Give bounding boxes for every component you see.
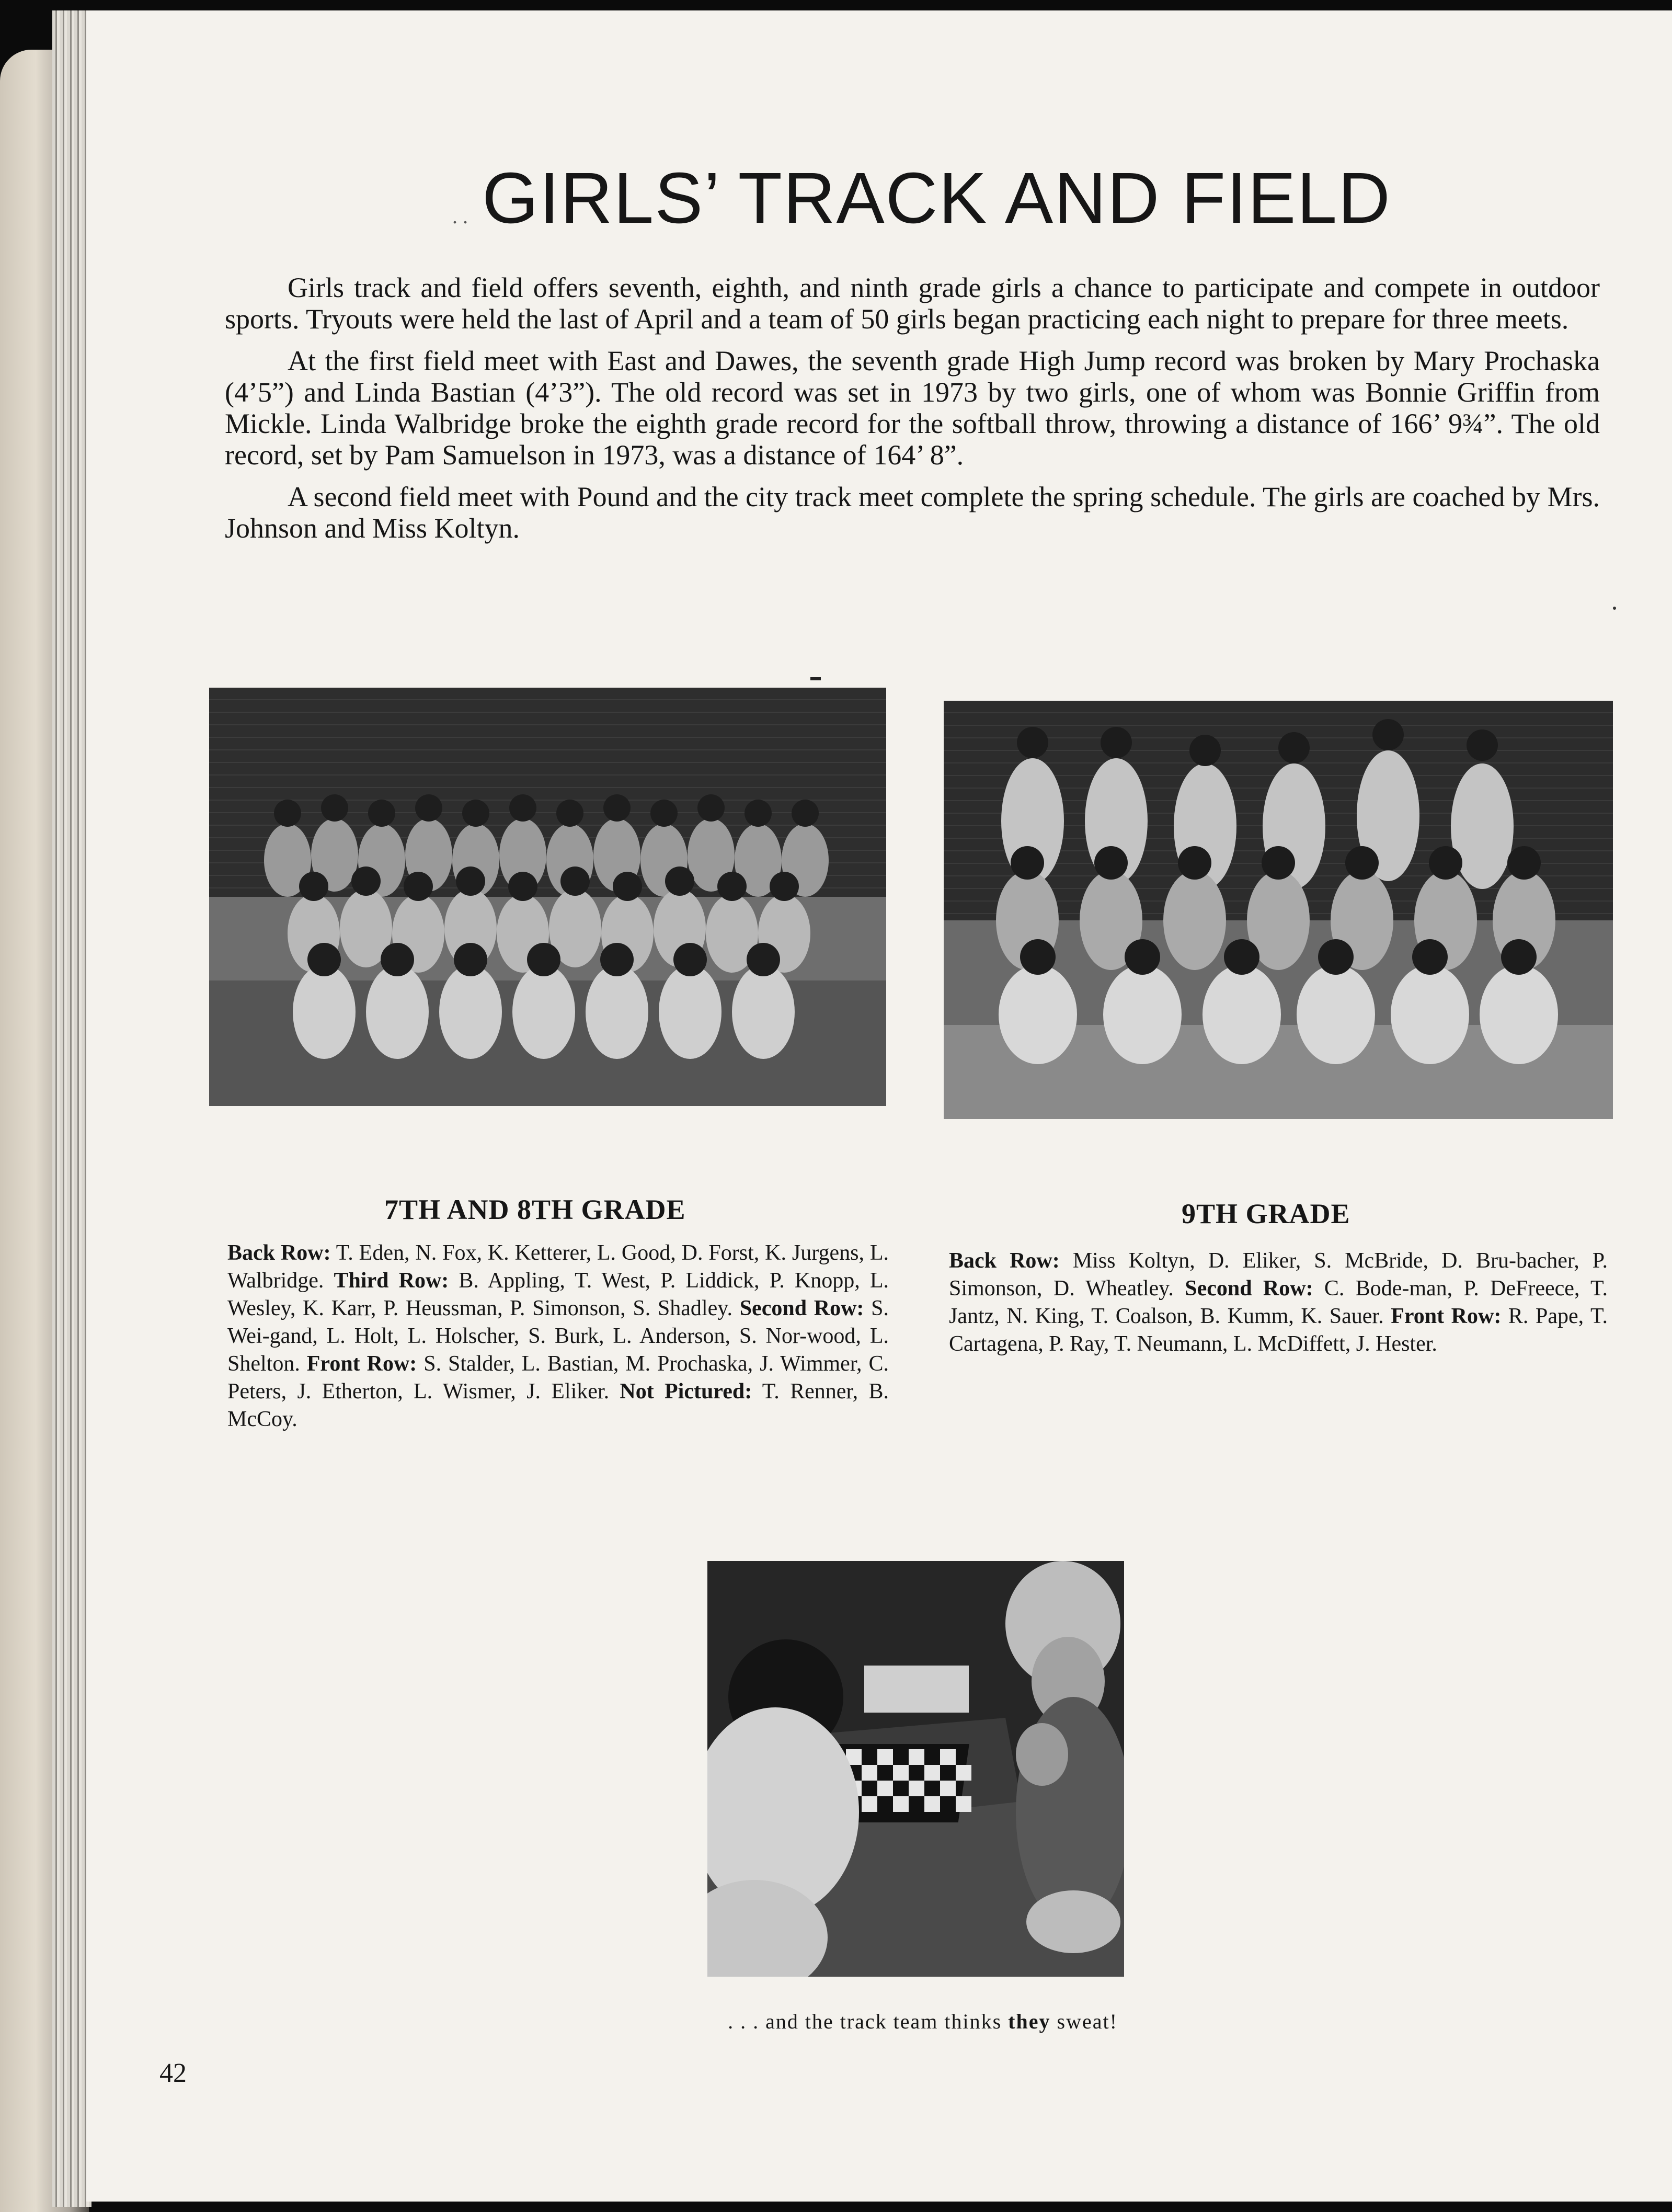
caption-heading-7th-8th: 7TH AND 8TH GRADE xyxy=(384,1194,686,1225)
intro-text xyxy=(225,272,1600,554)
chess-photo-caption xyxy=(661,2009,1184,2034)
roster-7th-8th-grade xyxy=(227,1239,889,1433)
chess-photo-image xyxy=(707,1561,1124,1977)
title-marks: . . xyxy=(452,204,468,228)
not-pictured-label: Not Pictured: xyxy=(620,1379,752,1404)
team-photo-7th-8th-grade xyxy=(209,688,886,1106)
not-pictured-names: T. Renner, B. McCoy. xyxy=(227,1379,889,1431)
yearbook-page xyxy=(86,10,1672,2202)
front-row-names: R. Pape, T. Cartagena, P. Ray, T. Neumann, L. McDiffett, J. Hester. xyxy=(949,1304,1608,1356)
back-row-names: T. Eden, N. Fox, K. Ketterer, L. Good, D. Forst, K. Jurgens, L. Walbridge. xyxy=(227,1241,889,1293)
caption-tail: sweat! xyxy=(1050,2010,1118,2033)
roster-9th-grade xyxy=(949,1247,1608,1358)
team-photo-9th-grade-image xyxy=(944,701,1613,1119)
page-stack-edge xyxy=(52,10,91,2207)
back-row-label: Back Row: xyxy=(949,1249,1060,1273)
caption-emphasis: they xyxy=(1008,2010,1051,2033)
second-row-label: Second Row: xyxy=(1185,1276,1313,1301)
intro-paragraph-2: At the first field meet with East and Dawes, the seventh grade High Jump record was broken by Mary Prochaska (4’5”) and Linda Bastian (4’3”). The old record was set in 1973 by two girls, one of whom was Bonnie Griffin from Mickle. Linda Walbridge broke the eighth grade record for the softball throw, throwing a distance of 166’ 9¾”. The old record, set by Pam Samuelson in 1973, was a distance of 164’ 8”. xyxy=(225,345,1600,471)
back-row-names: Miss Koltyn, D. Eliker, S. McBride, D. Bru-bacher, P. Simonson, D. Wheatley. xyxy=(949,1249,1608,1301)
second-row-names: S. Wei-gand, L. Holt, L. Holscher, S. Burk, L. Anderson, S. Nor-wood, L. Shelton. xyxy=(227,1296,889,1376)
intro-paragraph-1: Girls track and field offers seventh, eighth, and ninth grade girls a chance to participate and compete in outdoor sports. Tryouts were held the last of April and a team of 50 girls began practicing each night to prepare for three meets. xyxy=(225,272,1600,335)
intro-paragraph-3: A second field meet with Pound and the city track meet complete the spring schedule. The girls are coached by Mrs. Johnson and Miss Koltyn. xyxy=(225,481,1600,544)
second-row-label: Second Row: xyxy=(739,1296,864,1320)
third-row-names: B. Appling, T. West, P. Liddick, P. Knopp, L. Wesley, K. Karr, P. Heussman, P. Simonson, S. Shadley. xyxy=(227,1269,889,1320)
team-photo-7th-8th-grade-image xyxy=(209,688,886,1106)
caption-lead: . . . and the track team thinks xyxy=(728,2010,1009,2033)
caption-heading-9th: 9TH GRADE xyxy=(1182,1198,1350,1229)
third-row-label: Third Row: xyxy=(334,1269,449,1293)
page-title: GIRLS’ TRACK AND FIELD xyxy=(482,158,1391,238)
print-mark xyxy=(810,677,821,680)
chess-photo xyxy=(707,1561,1124,1977)
front-row-label: Front Row: xyxy=(1391,1304,1502,1328)
second-row-names: C. Bode-man, P. DeFreece, T. Jantz, N. King, T. Coalson, B. Kumm, K. Sauer. xyxy=(949,1276,1608,1328)
team-photo-9th-grade xyxy=(944,701,1613,1119)
front-row-label: Front Row: xyxy=(306,1352,417,1376)
front-row-names: S. Stalder, L. Bastian, M. Prochaska, J. Wimmer, C. Peters, J. Etherton, L. Wismer, J. Eliker. xyxy=(227,1352,889,1404)
print-speck xyxy=(1613,607,1616,610)
page-number: 42 xyxy=(159,2058,187,2088)
back-row-label: Back Row: xyxy=(227,1241,331,1265)
